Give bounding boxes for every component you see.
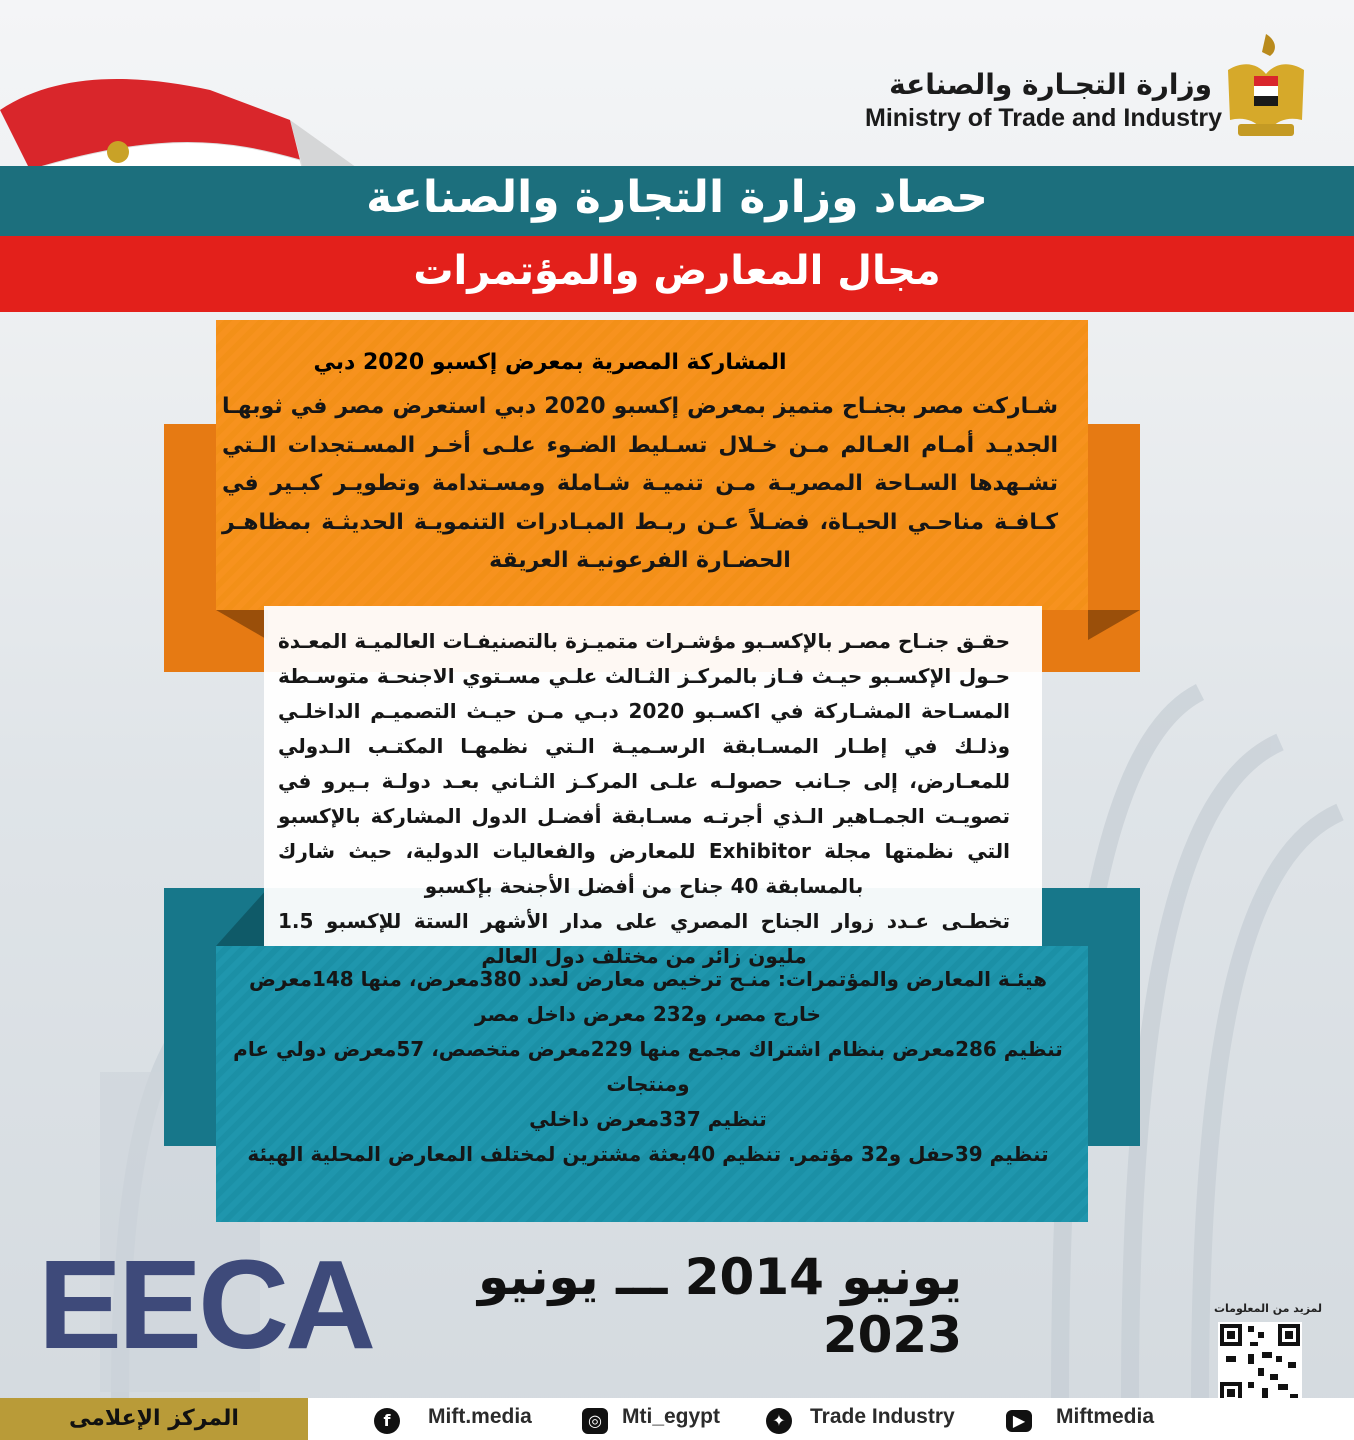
- licenses-line: هيئـة المعارض والمؤتمرات: منـح ترخيص معارض لعدد 380معرض، منها 148معرض خارج مصر، و232 معرض داخل مصر: [248, 967, 1048, 1026]
- eeca-logo: EECA: [38, 1234, 373, 1375]
- orange-fold-left: [216, 610, 268, 640]
- qr-code-icon[interactable]: [1218, 1322, 1302, 1406]
- visitors-paragraph: تخطـى عـدد زوار الجناح المصري على مدار الأشهر الستة للإكسبو 1.5 مليون زائر من مختلف دول العالم: [278, 909, 1010, 968]
- eagle-emblem-icon: [1224, 30, 1308, 142]
- facebook-link[interactable]: Mift.media: [428, 1405, 532, 1428]
- instagram-icon[interactable]: ◎: [582, 1408, 608, 1434]
- media-center-label: المركز الإعلامى: [0, 1398, 308, 1440]
- youtube-icon[interactable]: ▶: [1006, 1410, 1032, 1432]
- date-range: يونيو 2014 ـــ يونيو 2023: [478, 1248, 962, 1364]
- eeca-stats-text: [228, 962, 1068, 1172]
- facebook-icon[interactable]: f: [374, 1408, 400, 1434]
- expo-heading: المشاركة المصرية بمعرض إكسبو 2020 دبي: [313, 350, 787, 375]
- conferences-line: تنظيم 39حفل و32 مؤتمر. تنظيم 40بعثة مشترين لمختلف المعارض المحلية الهيئة: [247, 1142, 1049, 1166]
- ministry-name-arabic: وزارة التجـارة والصناعة: [889, 68, 1212, 101]
- achievement-paragraph: حقـق جنـاح مصـر بالإكسـبو مؤشـرات متميـزة بالتصنيفـات العالميـة المعـدة حـول الإكسـبو حيـث فـاز بالمركـز الثـالث علـي مسـتوي الاجنحـة متوسـطة المسـاحة المشـاركة في اكسـبو 2020 دبـي مـن حيـث التصميـم الداخلـي وذلـك في إطـار المسـابقة الرسـميـة الـتي نظمهـا المكتـب الـدولي للمعـارض، إلى جـانب حصولـه علـى المركـز الثـاني بعـد دولـة بـيرو في تصويـت الجمـاهير الـذي أجرتـه مسـابقة أفضـل الدول المشاركة بالإكسبو التي نظمتها مجلة Exhibitor للمعارض والفعاليات الدولية، حيث شارك بالمسابقة 40 جناح من أفضل الأجنحة بإكسبو: [278, 629, 1010, 898]
- qr-label: لمزيد من المعلومات: [1214, 1302, 1323, 1315]
- ministry-name-english: Ministry of Trade and Industry: [865, 104, 1222, 132]
- twitter-icon[interactable]: ✦: [766, 1408, 792, 1434]
- twitter-link[interactable]: Trade Industry: [810, 1405, 955, 1428]
- orange-fold-right: [1088, 610, 1140, 640]
- expo-paragraph: شـاركت مصر بجنـاح متميز بمعرض إكسبو 2020 دبي استعرض مصر في ثوبهـا الجديـد أمـام العـالم مـن خـلال تسـليط الضـوء علـى أخـر المسـتجدات الـتي تشـهدها السـاحة المصريـة مـن تنميـة شـاملة ومسـتدامة وتطويـر كبـير في كـافـة مناحـي الحيـاة، فضـلاً عـن ربـط المبـادرات التنمويـة الحديثـة بمظاهـر الحضـارة الفرعونيـة العريقة: [222, 394, 1058, 573]
- page-subtitle: مجال المعارض والمؤتمرات: [413, 248, 941, 294]
- youtube-link[interactable]: Miftmedia: [1056, 1405, 1155, 1428]
- expo-achievements-text: [278, 624, 1010, 974]
- organized-exhibitions-line: تنظيم 286معرض بنظام اشتراك مجمع منها 229معرض متخصص، 57معرض دولي عام ومنتجات: [233, 1037, 1063, 1096]
- internal-exhibitions-line: تنظيم 337معرض داخلي: [529, 1107, 767, 1131]
- instagram-link[interactable]: Mti_egypt: [622, 1405, 721, 1428]
- page-title: حصاد وزارة التجارة والصناعة: [366, 172, 988, 223]
- teal-fold-left: [216, 888, 268, 946]
